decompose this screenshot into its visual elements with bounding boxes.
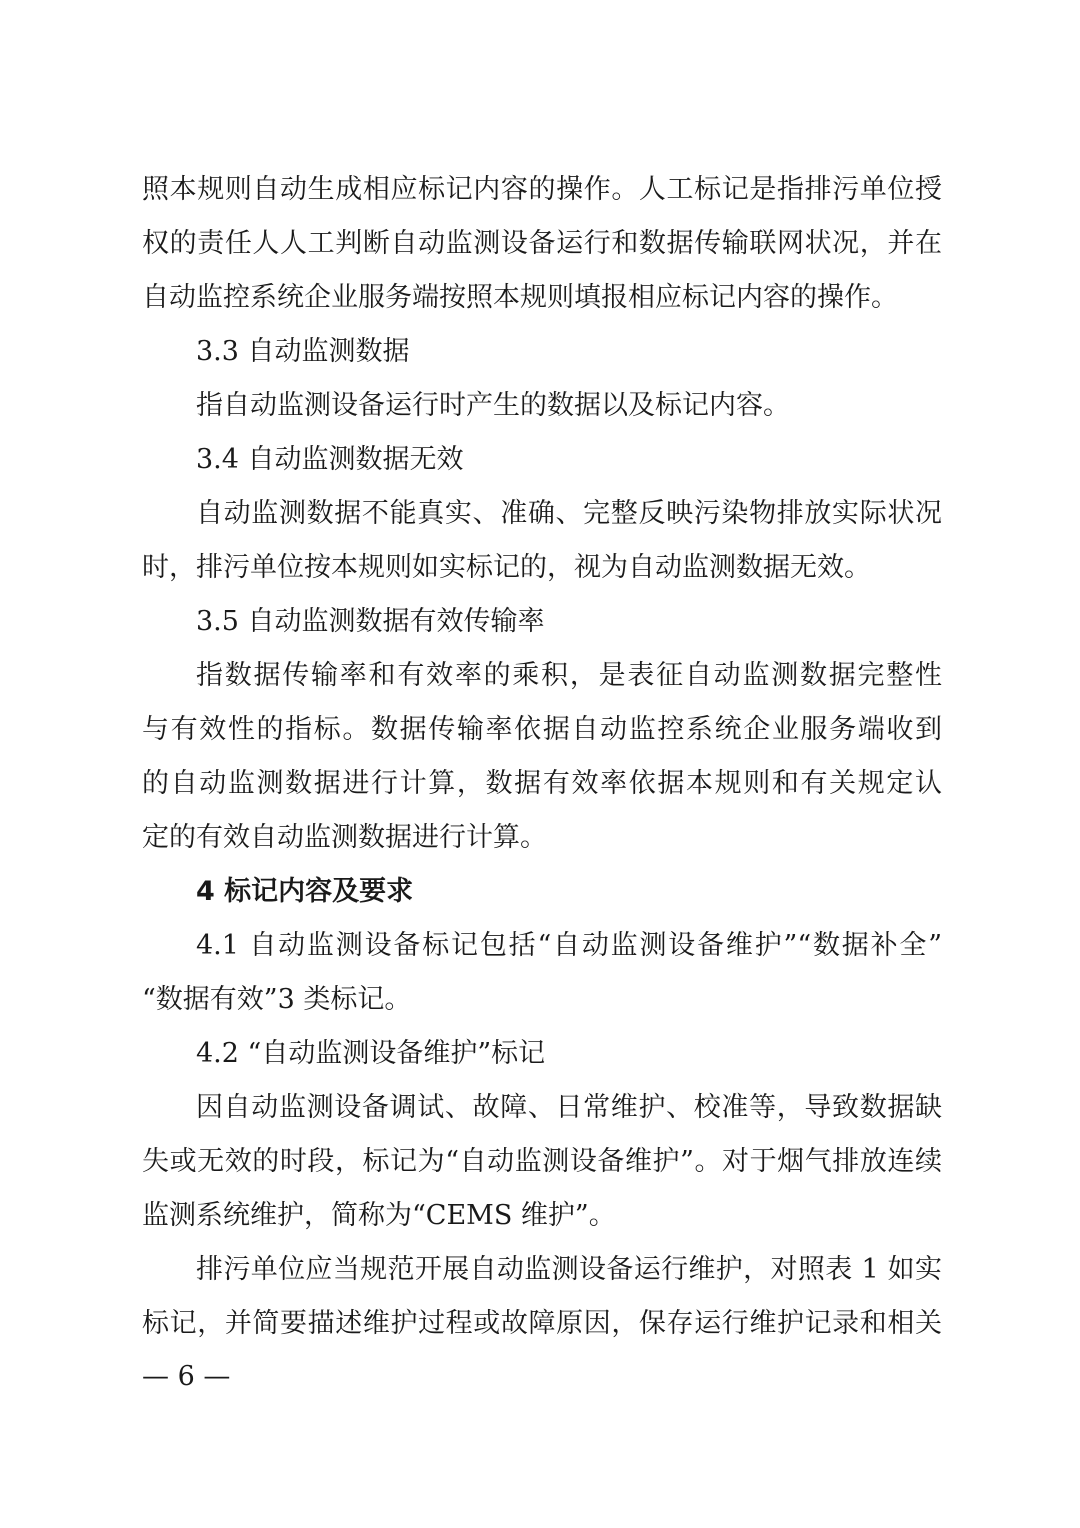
body-text-line: 失或无效的时段，标记为“自动监测设备维护”。对于烟气排放连续 [142,1146,942,1177]
body-text-line: 定的有效自动监测数据进行计算。 [142,822,547,853]
body-text-line: 自动监测数据不能真实、准确、完整反映污染物排放实际状况 [196,498,942,529]
page-number: — 6 — [142,1361,231,1392]
section-heading-3-5: 3.5 自动监测数据有效传输率 [196,606,545,637]
body-text-line: 监测系统维护，简称为“CEMS 维护”。 [142,1200,616,1231]
body-text-line: 权的责任人人工判断自动监测设备运行和数据传输联网状况，并在 [142,228,942,259]
body-text-line: 排污单位应当规范开展自动监测设备运行维护，对照表 1 如实 [196,1254,942,1285]
body-text-line: 因自动监测设备调试、故障、日常维护、校准等，导致数据缺 [196,1092,942,1123]
body-text-line: 指数据传输率和有效率的乘积，是表征自动监测数据完整性 [196,660,942,691]
body-text-line: 自动监控系统企业服务端按照本规则填报相应标记内容的操作。 [142,282,898,313]
section-heading-4-2: 4.2 “自动监测设备维护”标记 [196,1038,546,1069]
body-text-line: 时，排污单位按本规则如实标记的，视为自动监测数据无效。 [142,552,871,583]
body-text-line: “数据有效”3 类标记。 [142,984,412,1015]
body-text-line: 指自动监测设备运行时产生的数据以及标记内容。 [196,390,790,421]
body-text-line: 标记，并简要描述维护过程或故障原因，保存运行维护记录和相关 [142,1308,942,1339]
body-text-line: 4.1 自动监测设备标记包括“自动监测设备维护”“数据补全” [196,930,942,961]
section-heading-4: 4 标记内容及要求 [196,876,414,907]
section-heading-3-4: 3.4 自动监测数据无效 [196,444,464,475]
section-heading-3-3: 3.3 自动监测数据 [196,336,410,367]
body-text-line: 的自动监测数据进行计算，数据有效率依据本规则和有关规定认 [142,768,942,799]
body-text-line: 与有效性的指标。数据传输率依据自动监控系统企业服务端收到 [142,714,942,745]
body-text-line: 照本规则自动生成相应标记内容的操作。人工标记是指排污单位授 [142,174,942,205]
